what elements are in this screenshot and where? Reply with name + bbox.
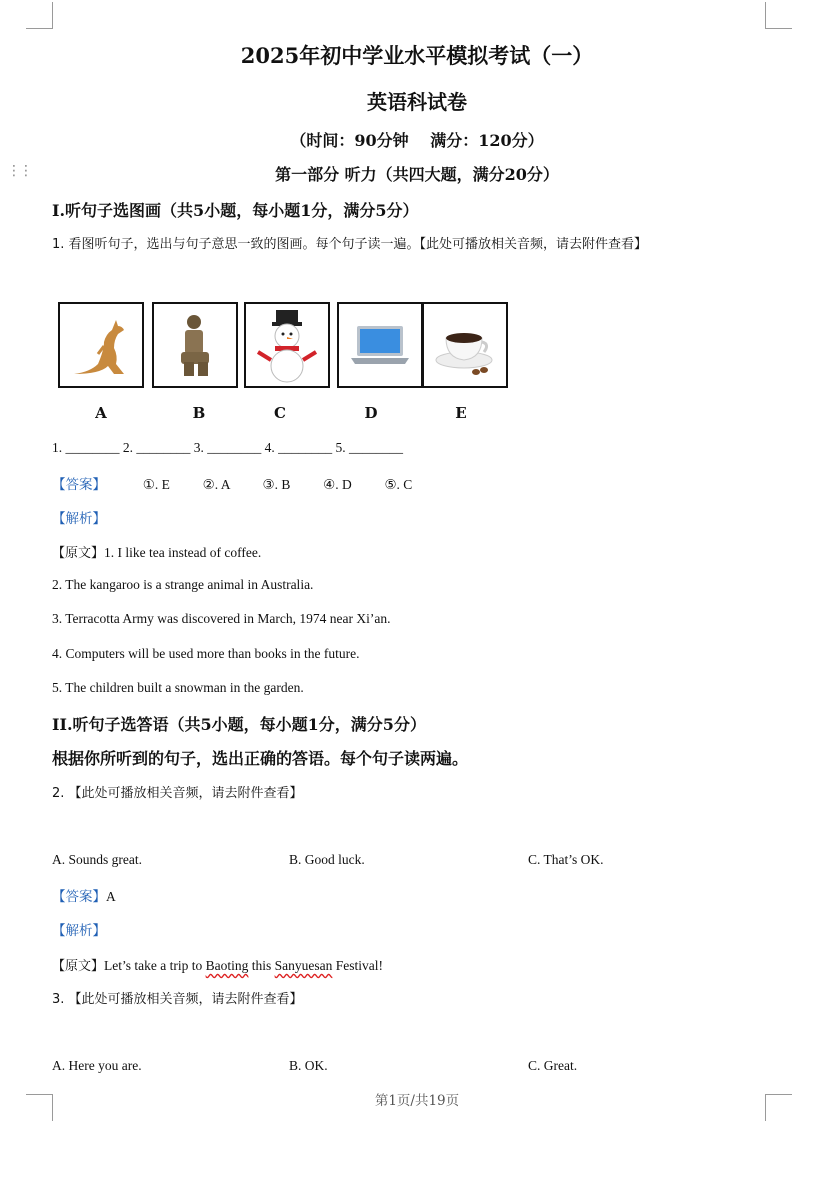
script-line-1: 【原文】1. I like tea instead of coffee. <box>52 545 262 561</box>
spellcheck-word-baoting: Baoting <box>205 958 249 973</box>
page-number: 第1页/共19页 <box>374 1093 460 1109</box>
terracotta-warrior-icon <box>154 304 236 386</box>
answer-row-q1 <box>52 473 412 493</box>
exam-title: 2025年初中学业水平模拟考试（一） <box>240 43 594 68</box>
part-title: 第一部分 听力（共四大题，满分20分） <box>275 165 559 184</box>
script-line-4: 4. Computers will be used more than books in the future. <box>52 646 360 661</box>
picture-letter-c: C <box>274 404 286 422</box>
script-line-2: 2. The kangaroo is a strange animal in Australia. <box>52 577 314 592</box>
answer-5: ⑤. C <box>384 477 413 492</box>
answer-1: ①. E <box>142 477 170 492</box>
drag-handle-icon[interactable]: ⋮⋮ <box>7 163 31 179</box>
answer-tag-q2: 【答案】 <box>52 889 106 905</box>
section1-instruction: 1. 看图听句子，选出与句子意思一致的图画。每个句子读一遍。【此处可播放相关音频，请去附件查看】 <box>52 237 648 252</box>
script-tag-q2: 【原文】 <box>52 959 105 974</box>
analysis-tag-q2: 【解析】 <box>52 923 106 939</box>
coffee-cup-icon <box>424 304 506 386</box>
q3-option-c: C. Great. <box>528 1058 578 1073</box>
analysis-tag-q1: 【解析】 <box>52 511 106 527</box>
script-tag-q1: 【原文】 <box>52 546 105 561</box>
picture-letter-e: E <box>455 404 467 422</box>
answer-2: ②. A <box>202 477 230 492</box>
picture-d <box>337 302 423 388</box>
section2-heading: II.听句子选答语（共5小题，每小题1分，满分5分） <box>52 715 426 734</box>
picture-c <box>244 302 330 388</box>
answer-tag: 【答案】 <box>52 477 106 493</box>
corner-mark-top-left <box>26 2 53 29</box>
q3-option-b: B. OK. <box>289 1058 328 1073</box>
section2-instruction: 根据你所听到的句子，选出正确的答语。每个句子读两遍。 <box>52 749 469 768</box>
question-2-stem: 2. 【此处可播放相关音频，请去附件查看】 <box>52 786 303 801</box>
q3-option-a: A. Here you are. <box>52 1058 142 1073</box>
q2-option-a: A. Sounds great. <box>52 852 142 867</box>
picture-a <box>58 302 144 388</box>
answer-q2: A <box>106 889 116 904</box>
script-line-3: 3. Terracotta Army was discovered in March, 1974 near Xi’an. <box>52 611 391 626</box>
q2-option-c: C. That’s OK. <box>528 852 604 867</box>
answer-row-q2 <box>52 885 116 905</box>
answer-blanks: 1. ________ 2. ________ 3. ________ 4. ________ 5. ________ <box>52 440 403 455</box>
picture-letter-b: B <box>192 404 206 422</box>
question-3-stem: 3. 【此处可播放相关音频，请去附件查看】 <box>52 992 303 1007</box>
picture-e <box>422 302 508 388</box>
script-line-5: 5. The children built a snowman in the garden. <box>52 680 304 695</box>
q2-option-b: B. Good luck. <box>289 852 365 867</box>
script-q2: 【原文】Let’s take a trip to Baoting this Sanyuesan Festival! <box>52 958 383 974</box>
time-info: （时间：90分钟 满分：120分） <box>290 131 544 150</box>
kangaroo-icon <box>60 304 142 386</box>
laptop-icon <box>339 304 421 386</box>
picture-letter-d: D <box>364 404 378 422</box>
corner-mark-top-right <box>765 2 792 29</box>
picture-b <box>152 302 238 388</box>
section1-heading: I.听句子选图画（共5小题，每小题1分，满分5分） <box>52 201 419 220</box>
snowman-icon <box>246 304 328 386</box>
picture-letter-a: A <box>95 404 107 422</box>
answer-4: ④. D <box>323 477 352 492</box>
subject-title: 英语科试卷 <box>367 90 467 114</box>
spellcheck-word-sanyuesan: Sanyuesan <box>274 958 333 973</box>
answer-3: ③. B <box>262 477 291 492</box>
